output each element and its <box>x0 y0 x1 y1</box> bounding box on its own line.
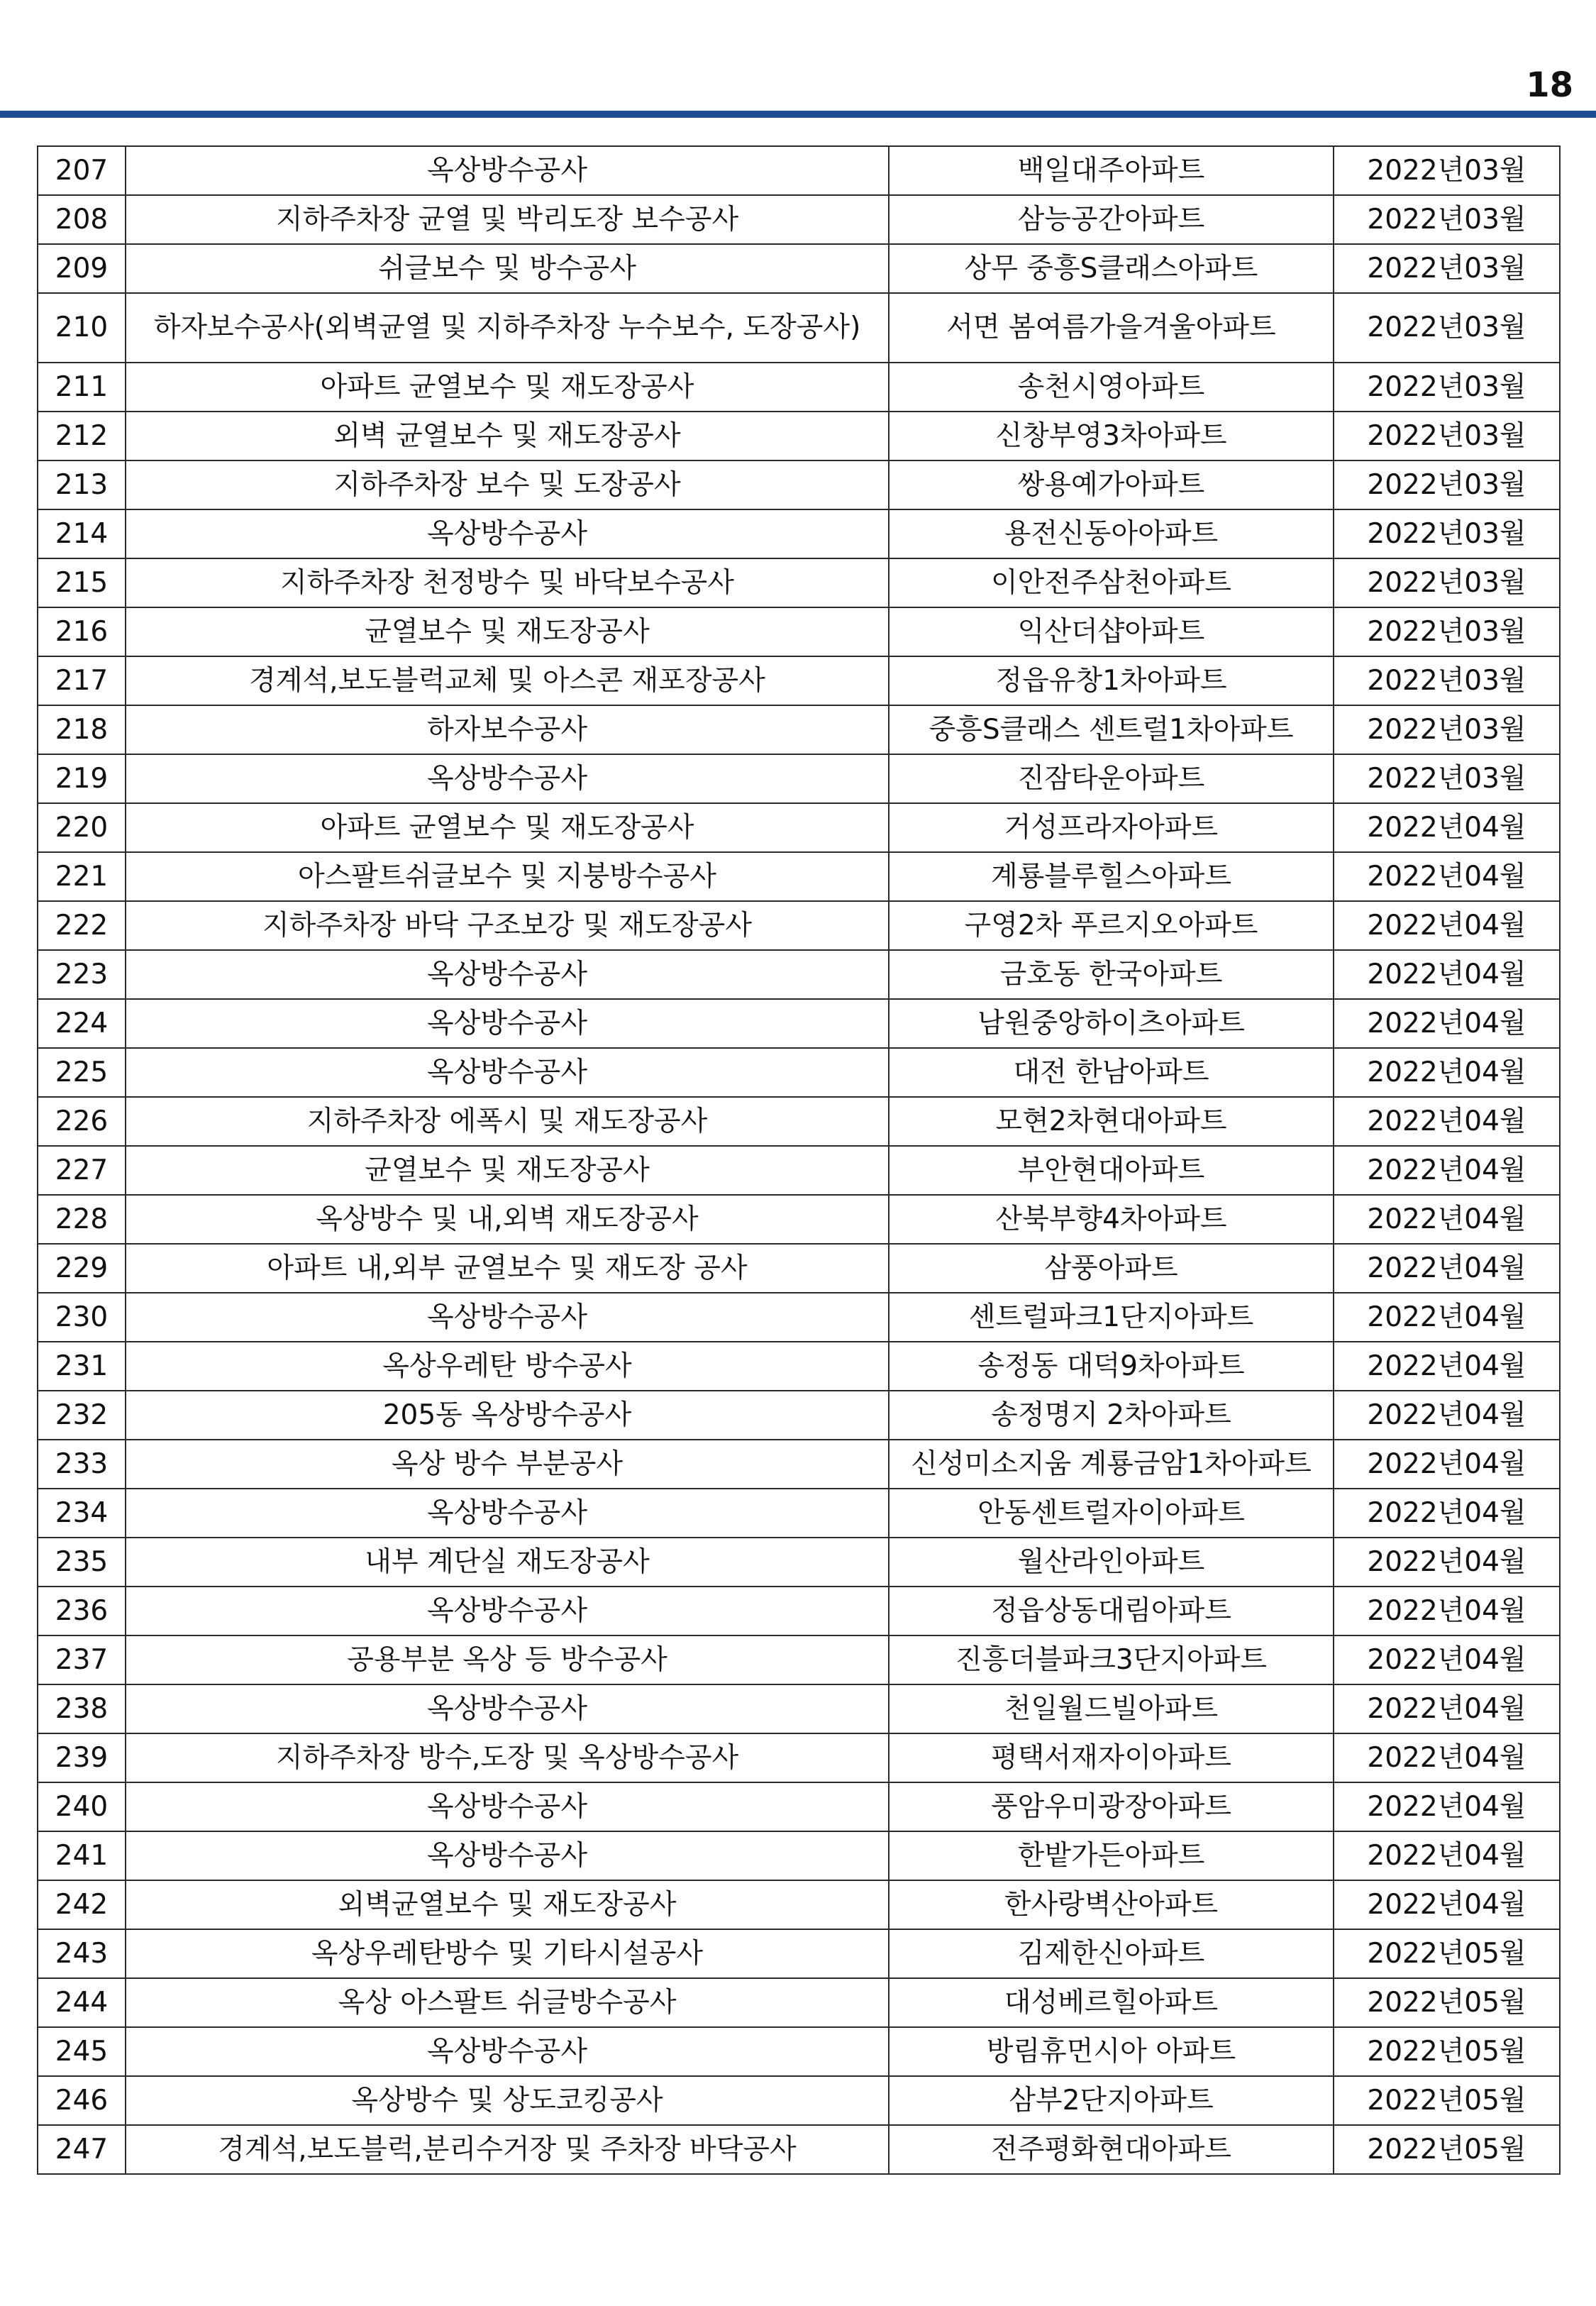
site-name-cell: 백일대주아파트 <box>889 146 1334 195</box>
row-number-cell: 234 <box>38 1489 126 1538</box>
site-name-cell: 진흥더블파크3단지아파트 <box>889 1635 1334 1684</box>
table-row <box>38 1195 1560 1244</box>
table-row <box>38 558 1560 607</box>
completion-date-cell: 2022년04월 <box>1334 901 1560 950</box>
row-number-cell: 212 <box>38 412 126 460</box>
work-description-cell: 경계석,보도블럭교체 및 아스콘 재포장공사 <box>126 656 889 705</box>
completion-date-cell: 2022년04월 <box>1334 1440 1560 1489</box>
completion-date-cell: 2022년04월 <box>1334 1538 1560 1587</box>
row-number-cell: 244 <box>38 1978 126 2027</box>
table-row <box>38 1489 1560 1538</box>
work-description-cell: 옥상방수공사 <box>126 2027 889 2076</box>
completion-date-cell: 2022년04월 <box>1334 1880 1560 1929</box>
work-description-cell: 내부 계단실 재도장공사 <box>126 1538 889 1587</box>
site-name-cell: 부안현대아파트 <box>889 1146 1334 1195</box>
table-row <box>38 1880 1560 1929</box>
site-name-cell: 방림휴먼시아 아파트 <box>889 2027 1334 2076</box>
table-row <box>38 1048 1560 1097</box>
table-row <box>38 1097 1560 1146</box>
row-number-cell: 223 <box>38 950 126 999</box>
site-name-cell: 송천시영아파트 <box>889 363 1334 412</box>
work-description-cell: 지하주차장 방수,도장 및 옥상방수공사 <box>126 1733 889 1782</box>
site-name-cell: 삼능공간아파트 <box>889 195 1334 244</box>
table-row <box>38 901 1560 950</box>
row-number-cell: 243 <box>38 1929 126 1978</box>
table-row <box>38 754 1560 803</box>
row-number-cell: 238 <box>38 1684 126 1733</box>
table-row <box>38 1538 1560 1587</box>
table-row <box>38 363 1560 412</box>
row-number-cell: 239 <box>38 1733 126 1782</box>
table-row <box>38 1440 1560 1489</box>
work-description-cell: 지하주차장 바닥 구조보강 및 재도장공사 <box>126 901 889 950</box>
table-row <box>38 2125 1560 2174</box>
row-number-cell: 245 <box>38 2027 126 2076</box>
row-number-cell: 216 <box>38 607 126 656</box>
work-description-cell: 하자보수공사(외벽균열 및 지하주차장 누수보수, 도장공사) <box>126 293 889 363</box>
row-number-cell: 231 <box>38 1342 126 1391</box>
completion-date-cell: 2022년03월 <box>1334 509 1560 558</box>
table-row <box>38 656 1560 705</box>
row-number-cell: 208 <box>38 195 126 244</box>
table-row <box>38 1244 1560 1293</box>
site-name-cell: 한밭가든아파트 <box>889 1831 1334 1880</box>
work-description-cell: 옥상우레탄방수 및 기타시설공사 <box>126 1929 889 1978</box>
site-name-cell: 안동센트럴자이아파트 <box>889 1489 1334 1538</box>
completion-date-cell: 2022년04월 <box>1334 1048 1560 1097</box>
table-row <box>38 1587 1560 1635</box>
site-name-cell: 익산더샵아파트 <box>889 607 1334 656</box>
site-name-cell: 상무 중흥S클래스아파트 <box>889 244 1334 293</box>
row-number-cell: 236 <box>38 1587 126 1635</box>
table-row <box>38 1635 1560 1684</box>
completion-date-cell: 2022년03월 <box>1334 195 1560 244</box>
completion-date-cell: 2022년04월 <box>1334 1782 1560 1831</box>
completion-date-cell: 2022년04월 <box>1334 1342 1560 1391</box>
table-row <box>38 1391 1560 1440</box>
completion-date-cell: 2022년05월 <box>1334 1929 1560 1978</box>
work-description-cell: 옥상방수공사 <box>126 146 889 195</box>
work-description-cell: 옥상방수공사 <box>126 1048 889 1097</box>
work-description-cell: 옥상방수공사 <box>126 509 889 558</box>
row-number-cell: 246 <box>38 2076 126 2125</box>
row-number-cell: 241 <box>38 1831 126 1880</box>
work-description-cell: 옥상방수공사 <box>126 1489 889 1538</box>
row-number-cell: 215 <box>38 558 126 607</box>
work-description-cell: 옥상 아스팔트 쉬글방수공사 <box>126 1978 889 2027</box>
site-name-cell: 진잠타운아파트 <box>889 754 1334 803</box>
completion-date-cell: 2022년03월 <box>1334 412 1560 460</box>
completion-date-cell: 2022년04월 <box>1334 1391 1560 1440</box>
completion-date-cell: 2022년03월 <box>1334 146 1560 195</box>
table-row <box>38 1831 1560 1880</box>
table-row <box>38 950 1560 999</box>
table-row <box>38 1684 1560 1733</box>
work-description-cell: 옥상방수공사 <box>126 1831 889 1880</box>
work-description-cell: 지하주차장 천정방수 및 바닥보수공사 <box>126 558 889 607</box>
table-row <box>38 2076 1560 2125</box>
work-description-cell: 지하주차장 보수 및 도장공사 <box>126 460 889 509</box>
site-name-cell: 천일월드빌아파트 <box>889 1684 1334 1733</box>
table-row <box>38 1293 1560 1342</box>
site-name-cell: 신성미소지움 계룡금암1차아파트 <box>889 1440 1334 1489</box>
site-name-cell: 정읍유창1차아파트 <box>889 656 1334 705</box>
table-row <box>38 999 1560 1048</box>
work-description-cell: 지하주차장 균열 및 박리도장 보수공사 <box>126 195 889 244</box>
row-number-cell: 218 <box>38 705 126 754</box>
row-number-cell: 237 <box>38 1635 126 1684</box>
table-row <box>38 293 1560 363</box>
table-row <box>38 460 1560 509</box>
completion-date-cell: 2022년04월 <box>1334 1097 1560 1146</box>
row-number-cell: 226 <box>38 1097 126 1146</box>
site-name-cell: 삼풍아파트 <box>889 1244 1334 1293</box>
page-number: 18 <box>1526 65 1573 105</box>
completion-date-cell: 2022년04월 <box>1334 1587 1560 1635</box>
table-row <box>38 1978 1560 2027</box>
work-description-cell: 외벽 균열보수 및 재도장공사 <box>126 412 889 460</box>
completion-date-cell: 2022년04월 <box>1334 1293 1560 1342</box>
work-description-cell: 아파트 내,외부 균열보수 및 재도장 공사 <box>126 1244 889 1293</box>
work-description-cell: 옥상방수 및 상도코킹공사 <box>126 2076 889 2125</box>
site-name-cell: 계룡블루힐스아파트 <box>889 852 1334 901</box>
table-row <box>38 412 1560 460</box>
completion-date-cell: 2022년03월 <box>1334 460 1560 509</box>
table-row <box>38 852 1560 901</box>
work-description-cell: 아스팔트쉬글보수 및 지붕방수공사 <box>126 852 889 901</box>
row-number-cell: 229 <box>38 1244 126 1293</box>
completion-date-cell: 2022년04월 <box>1334 803 1560 852</box>
work-description-cell: 균열보수 및 재도장공사 <box>126 607 889 656</box>
work-description-cell: 옥상방수공사 <box>126 754 889 803</box>
completion-date-cell: 2022년03월 <box>1334 656 1560 705</box>
row-number-cell: 230 <box>38 1293 126 1342</box>
site-name-cell: 전주평화현대아파트 <box>889 2125 1334 2174</box>
row-number-cell: 233 <box>38 1440 126 1489</box>
site-name-cell: 모현2차현대아파트 <box>889 1097 1334 1146</box>
site-name-cell: 금호동 한국아파트 <box>889 950 1334 999</box>
table-row <box>38 607 1560 656</box>
row-number-cell: 232 <box>38 1391 126 1440</box>
site-name-cell: 평택서재자이아파트 <box>889 1733 1334 1782</box>
completion-date-cell: 2022년03월 <box>1334 607 1560 656</box>
site-name-cell: 남원중앙하이츠아파트 <box>889 999 1334 1048</box>
row-number-cell: 219 <box>38 754 126 803</box>
site-name-cell: 산북부향4차아파트 <box>889 1195 1334 1244</box>
row-number-cell: 242 <box>38 1880 126 1929</box>
row-number-cell: 247 <box>38 2125 126 2174</box>
work-description-cell: 205동 옥상방수공사 <box>126 1391 889 1440</box>
table-row <box>38 1146 1560 1195</box>
work-description-cell: 외벽균열보수 및 재도장공사 <box>126 1880 889 1929</box>
work-description-cell: 하자보수공사 <box>126 705 889 754</box>
completion-date-cell: 2022년04월 <box>1334 1244 1560 1293</box>
site-name-cell: 대성베르힐아파트 <box>889 1978 1334 2027</box>
completion-date-cell: 2022년04월 <box>1334 852 1560 901</box>
work-description-cell: 아파트 균열보수 및 재도장공사 <box>126 363 889 412</box>
work-description-cell: 옥상우레탄 방수공사 <box>126 1342 889 1391</box>
row-number-cell: 207 <box>38 146 126 195</box>
site-name-cell: 풍암우미광장아파트 <box>889 1782 1334 1831</box>
completion-date-cell: 2022년04월 <box>1334 950 1560 999</box>
row-number-cell: 224 <box>38 999 126 1048</box>
row-number-cell: 210 <box>38 293 126 363</box>
site-name-cell: 용전신동아아파트 <box>889 509 1334 558</box>
completion-date-cell: 2022년03월 <box>1334 363 1560 412</box>
table-row <box>38 509 1560 558</box>
completion-date-cell: 2022년03월 <box>1334 293 1560 363</box>
completion-date-cell: 2022년04월 <box>1334 999 1560 1048</box>
table-row <box>38 1782 1560 1831</box>
site-name-cell: 거성프라자아파트 <box>889 803 1334 852</box>
row-number-cell: 217 <box>38 656 126 705</box>
completion-date-cell: 2022년03월 <box>1334 705 1560 754</box>
work-description-cell: 아파트 균열보수 및 재도장공사 <box>126 803 889 852</box>
work-description-cell: 옥상 방수 부분공사 <box>126 1440 889 1489</box>
site-name-cell: 한사랑벽산아파트 <box>889 1880 1334 1929</box>
table-row <box>38 1929 1560 1978</box>
row-number-cell: 235 <box>38 1538 126 1587</box>
construction-records-table <box>37 145 1561 2175</box>
completion-date-cell: 2022년03월 <box>1334 244 1560 293</box>
site-name-cell: 쌍용예가아파트 <box>889 460 1334 509</box>
work-description-cell: 균열보수 및 재도장공사 <box>126 1146 889 1195</box>
table-row <box>38 1733 1560 1782</box>
table-row <box>38 244 1560 293</box>
completion-date-cell: 2022년05월 <box>1334 1978 1560 2027</box>
work-description-cell: 옥상방수공사 <box>126 1587 889 1635</box>
table-row <box>38 2027 1560 2076</box>
completion-date-cell: 2022년04월 <box>1334 1831 1560 1880</box>
site-name-cell: 송정명지 2차아파트 <box>889 1391 1334 1440</box>
row-number-cell: 240 <box>38 1782 126 1831</box>
work-description-cell: 옥상방수공사 <box>126 999 889 1048</box>
table-row <box>38 1342 1560 1391</box>
table-row <box>38 195 1560 244</box>
site-name-cell: 김제한신아파트 <box>889 1929 1334 1978</box>
completion-date-cell: 2022년04월 <box>1334 1635 1560 1684</box>
work-description-cell: 옥상방수공사 <box>126 950 889 999</box>
work-description-cell: 지하주차장 에폭시 및 재도장공사 <box>126 1097 889 1146</box>
work-description-cell: 옥상방수 및 내,외벽 재도장공사 <box>126 1195 889 1244</box>
completion-date-cell: 2022년03월 <box>1334 558 1560 607</box>
table-row <box>38 146 1560 195</box>
site-name-cell: 중흥S클래스 센트럴1차아파트 <box>889 705 1334 754</box>
row-number-cell: 209 <box>38 244 126 293</box>
row-number-cell: 225 <box>38 1048 126 1097</box>
row-number-cell: 227 <box>38 1146 126 1195</box>
completion-date-cell: 2022년05월 <box>1334 2027 1560 2076</box>
work-description-cell: 옥상방수공사 <box>126 1684 889 1733</box>
site-name-cell: 구영2차 푸르지오아파트 <box>889 901 1334 950</box>
work-description-cell: 공용부분 옥상 등 방수공사 <box>126 1635 889 1684</box>
header-rule <box>0 111 1596 118</box>
site-name-cell: 센트럴파크1단지아파트 <box>889 1293 1334 1342</box>
row-number-cell: 220 <box>38 803 126 852</box>
row-number-cell: 221 <box>38 852 126 901</box>
completion-date-cell: 2022년04월 <box>1334 1733 1560 1782</box>
work-description-cell: 옥상방수공사 <box>126 1293 889 1342</box>
site-name-cell: 서면 봄여름가을겨울아파트 <box>889 293 1334 363</box>
work-description-cell: 경계석,보도블럭,분리수거장 및 주차장 바닥공사 <box>126 2125 889 2174</box>
completion-date-cell: 2022년05월 <box>1334 2125 1560 2174</box>
row-number-cell: 222 <box>38 901 126 950</box>
completion-date-cell: 2022년04월 <box>1334 1146 1560 1195</box>
table-row <box>38 705 1560 754</box>
work-description-cell: 쉬글보수 및 방수공사 <box>126 244 889 293</box>
completion-date-cell: 2022년04월 <box>1334 1489 1560 1538</box>
completion-date-cell: 2022년04월 <box>1334 1195 1560 1244</box>
work-description-cell: 옥상방수공사 <box>126 1782 889 1831</box>
site-name-cell: 정읍상동대림아파트 <box>889 1587 1334 1635</box>
site-name-cell: 대전 한남아파트 <box>889 1048 1334 1097</box>
row-number-cell: 228 <box>38 1195 126 1244</box>
site-name-cell: 삼부2단지아파트 <box>889 2076 1334 2125</box>
site-name-cell: 신창부영3차아파트 <box>889 412 1334 460</box>
completion-date-cell: 2022년05월 <box>1334 2076 1560 2125</box>
table-body <box>38 146 1560 2174</box>
site-name-cell: 송정동 대덕9차아파트 <box>889 1342 1334 1391</box>
row-number-cell: 214 <box>38 509 126 558</box>
row-number-cell: 211 <box>38 363 126 412</box>
completion-date-cell: 2022년04월 <box>1334 1684 1560 1733</box>
site-name-cell: 월산라인아파트 <box>889 1538 1334 1587</box>
site-name-cell: 이안전주삼천아파트 <box>889 558 1334 607</box>
completion-date-cell: 2022년03월 <box>1334 754 1560 803</box>
row-number-cell: 213 <box>38 460 126 509</box>
table-row <box>38 803 1560 852</box>
